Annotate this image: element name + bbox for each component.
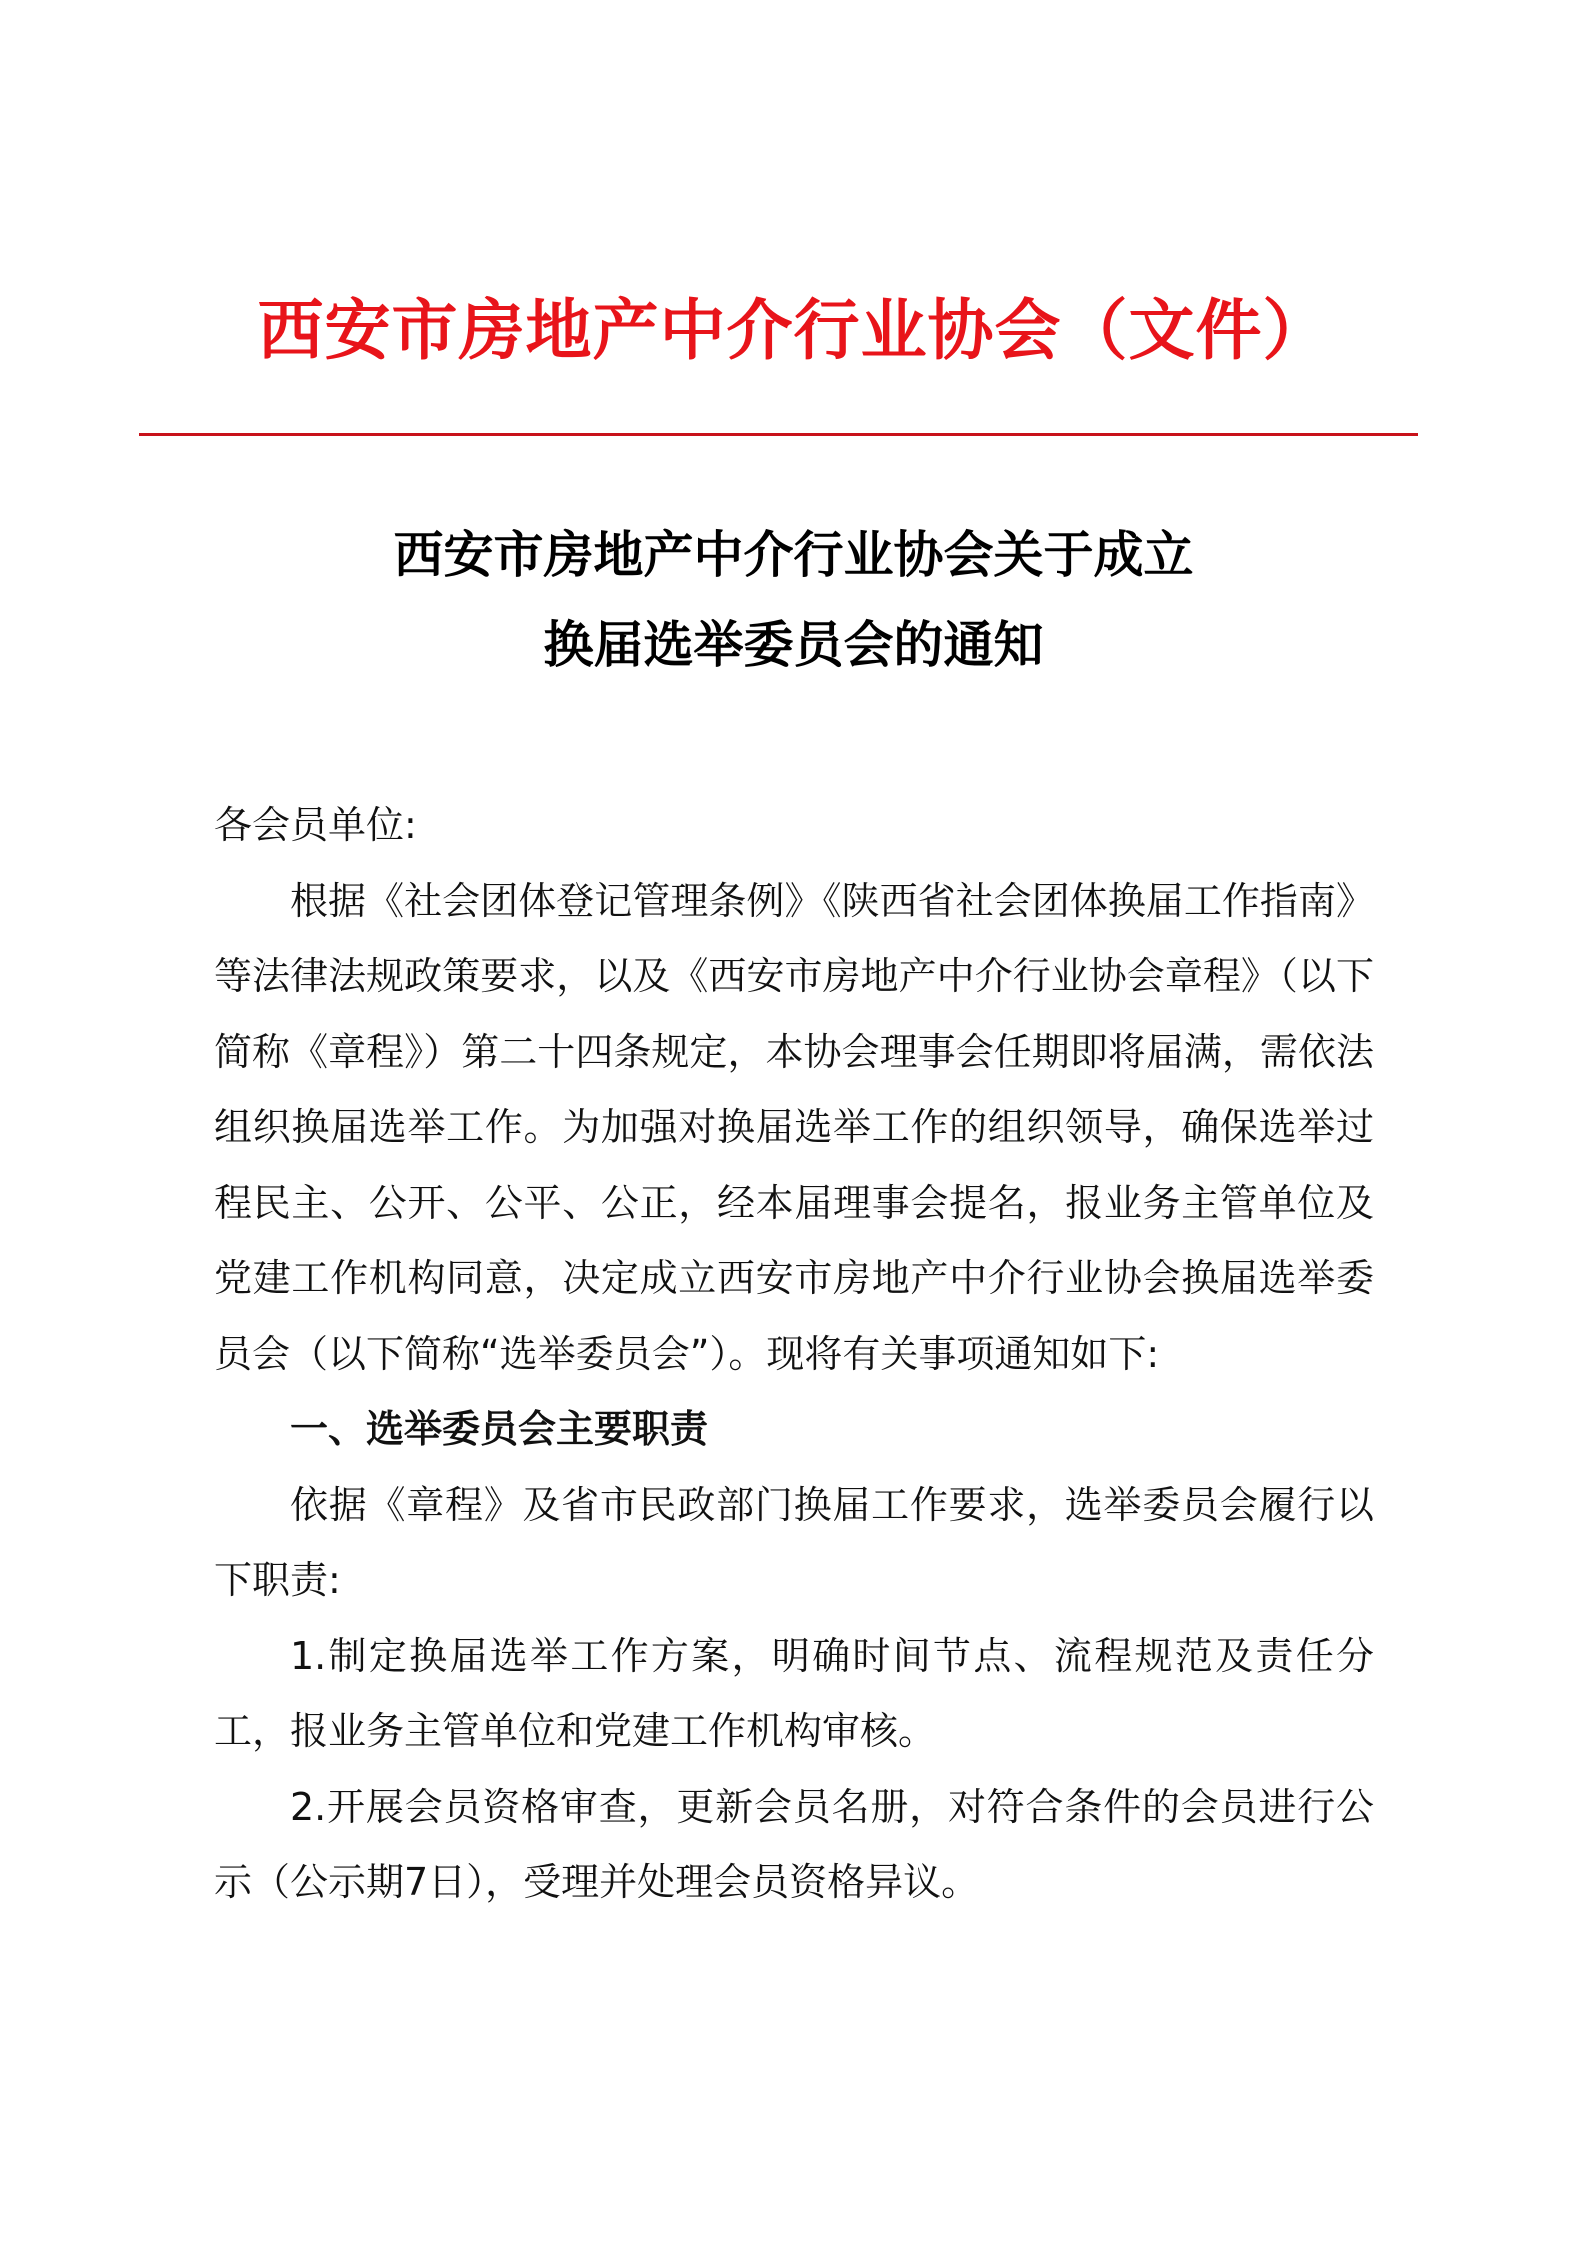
section-lead-paragraph: 依据《章程》及省市民政部门换届工作要求，选举委员会履行以下职责: bbox=[214, 1482, 1374, 1602]
document-title bbox=[0, 510, 1587, 690]
list-item: 1.制定换届选举工作方案，明确时间节点、流程规范及责任分工，报业务主管单位和党建工作机构审核。 bbox=[214, 1633, 1374, 1753]
masthead-title: 西安市房地产中介行业协会（文件） bbox=[257, 291, 1330, 369]
list-item: 2.开展会员资格审查，更新会员名册，对符合条件的会员进行公示（公示期7日），受理并处理会员资格异议。 bbox=[214, 1784, 1374, 1904]
document-body bbox=[214, 788, 1374, 1921]
title-line-1: 西安市房地产中介行业协会关于成立 bbox=[393, 525, 1194, 584]
intro-paragraph: 根据《社会团体登记管理条例》《陕西省社会团体换届工作指南》等法律法规政策要求，以及《西安市房地产中介行业协会章程》（以下简称《章程》）第二十四条规定，本协会理事会任期即将届满，需依法组织换届选举工作。为加强对换届选举工作的组织领导，确保选举过程民主、公开、公平、公正，经本届理事会提名，报业务主管单位及党建工作机构同意，决定成立西安市房地产中介行业协会换届选举委员会（以下简称“选举委员会”）。现将有关事项通知如下: bbox=[214, 878, 1374, 1376]
section-heading: 一、选举委员会主要职责 bbox=[290, 1407, 709, 1451]
red-divider-line bbox=[139, 433, 1418, 436]
title-line-2: 换届选举委员会的通知 bbox=[543, 615, 1044, 674]
salutation: 各会员单位: bbox=[214, 803, 417, 847]
